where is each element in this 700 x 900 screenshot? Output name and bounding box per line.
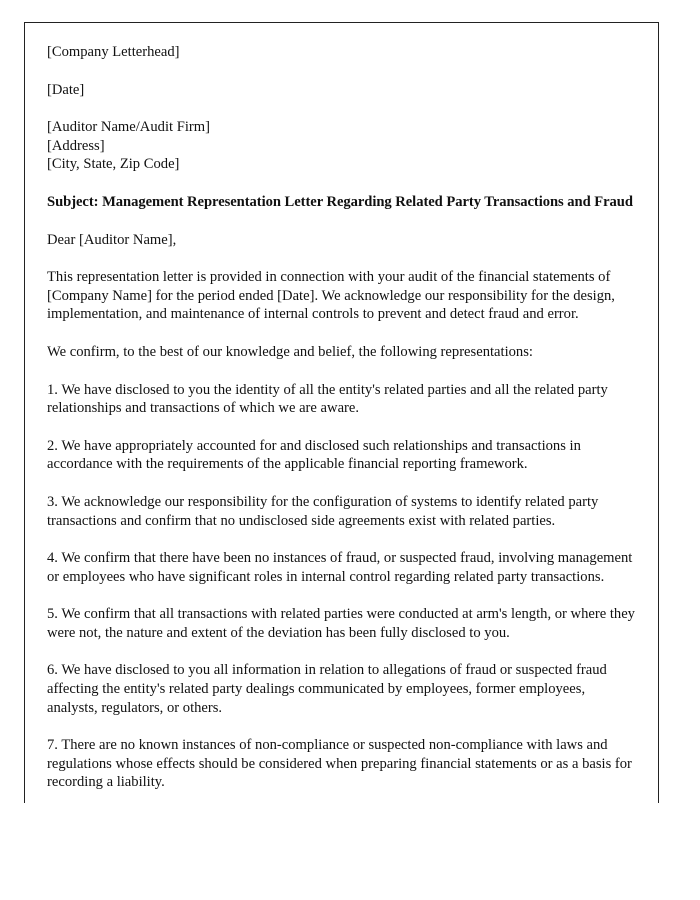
letter-date: [Date] [47,81,85,98]
recipient-block [47,118,638,174]
representation-item-5: 5. We confirm that all transactions with related parties were conducted at arm's length, or where they were not, the nature and extent of the deviation has been fully disclosed to you. [47,606,635,641]
representation-item-7: 7. There are no known instances of non-compliance or suspected non-compliance with laws and regulations whose effects should be considered when preparing financial statements or as a basis for recording a liability. [47,737,632,791]
recipient-name: [Auditor Name/Audit Firm] [47,119,210,136]
recipient-city-state-zip: [City, State, Zip Code] [47,156,180,173]
confirmation-lead: We confirm, to the best of our knowledge and belief, the following representations: [47,343,533,360]
recipient-address: [Address] [47,137,105,154]
representation-item-1: 1. We have disclosed to you the identity of all the entity's related parties and all the related party relationships and transactions of which we are aware. [47,381,608,417]
subject-line: Subject: Management Representation Letter Regarding Related Party Transactions and Fraud [47,193,633,210]
intro-paragraph: This representation letter is provided in connection with your audit of the financial statements of [Company Name] for the period ended [Date]. We acknowledge our responsibility for the design, implementation, and maintenance of internal controls to prevent and detect fraud and error. [47,269,615,323]
representation-item-3: 3. We acknowledge our responsibility for the configuration of systems to identify related party transactions and confirm that no undisclosed side agreements exist with related parties. [47,493,599,529]
company-letterhead: [Company Letterhead] [47,44,180,60]
representation-item-6: 6. We have disclosed to you all information in relation to allegations of fraud or suspected fraud affecting the entity's related party dealings communicated by employees, former employees, analysts, regulators, or others. [47,662,607,716]
salutation: Dear [Auditor Name], [47,231,177,248]
document-page [24,22,659,803]
representation-item-2: 2. We have appropriately accounted for and disclosed such relationships and transactions in accordance with the requirements of the applicable financial reporting framework. [47,437,581,473]
document-body [47,43,638,792]
representation-item-4: 4. We confirm that there have been no instances of fraud, or suspected fraud, involving management or employees who have significant roles in internal control regarding related party transactions. [47,550,633,585]
